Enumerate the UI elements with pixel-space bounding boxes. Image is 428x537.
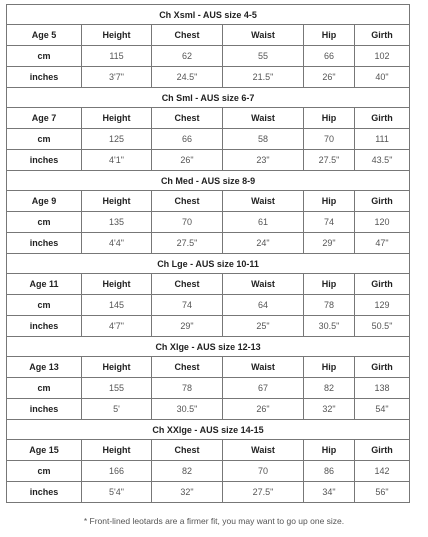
measurement-cell: 142 bbox=[355, 461, 410, 482]
inches-row bbox=[7, 150, 410, 171]
section-title: Ch Med - AUS size 8-9 bbox=[7, 171, 410, 191]
measurement-cell: 78 bbox=[304, 295, 355, 316]
column-header-waist: Waist bbox=[223, 108, 304, 129]
measurement-cell: 25" bbox=[223, 316, 304, 337]
column-header-girth: Girth bbox=[355, 357, 410, 378]
column-header-height: Height bbox=[82, 440, 152, 461]
measurement-cell: 50.5" bbox=[355, 316, 410, 337]
cm-row bbox=[7, 212, 410, 233]
measurement-cell: 26" bbox=[223, 399, 304, 420]
header-row bbox=[7, 357, 410, 378]
section-title: Ch Xlge - AUS size 12-13 bbox=[7, 337, 410, 357]
measurement-cell: 70 bbox=[304, 129, 355, 150]
section-title-row bbox=[7, 254, 410, 274]
measurement-cell: 4'1" bbox=[82, 150, 152, 171]
column-header-waist: Waist bbox=[223, 274, 304, 295]
column-header-chest: Chest bbox=[152, 25, 223, 46]
measurement-cell: 64 bbox=[223, 295, 304, 316]
section-title-row bbox=[7, 420, 410, 440]
measurement-cell: 58 bbox=[223, 129, 304, 150]
size-chart-body bbox=[7, 5, 410, 503]
header-row bbox=[7, 25, 410, 46]
cm-row bbox=[7, 129, 410, 150]
inches-row bbox=[7, 67, 410, 88]
cm-label: cm bbox=[7, 461, 82, 482]
measurement-cell: 32" bbox=[304, 399, 355, 420]
header-row bbox=[7, 108, 410, 129]
header-row bbox=[7, 440, 410, 461]
measurement-cell: 67 bbox=[223, 378, 304, 399]
measurement-cell: 4'7" bbox=[82, 316, 152, 337]
measurement-cell: 27.5" bbox=[152, 233, 223, 254]
inches-row bbox=[7, 233, 410, 254]
measurement-cell: 70 bbox=[152, 212, 223, 233]
column-header-waist: Waist bbox=[223, 191, 304, 212]
column-header-hip: Hip bbox=[304, 191, 355, 212]
column-header-height: Height bbox=[82, 191, 152, 212]
column-header-height: Height bbox=[82, 108, 152, 129]
column-header-height: Height bbox=[82, 25, 152, 46]
cm-label: cm bbox=[7, 212, 82, 233]
measurement-cell: 66 bbox=[152, 129, 223, 150]
measurement-cell: 32" bbox=[152, 482, 223, 503]
measurement-cell: 135 bbox=[82, 212, 152, 233]
measurement-cell: 5'4" bbox=[82, 482, 152, 503]
measurement-cell: 82 bbox=[152, 461, 223, 482]
measurement-cell: 155 bbox=[82, 378, 152, 399]
measurement-cell: 34" bbox=[304, 482, 355, 503]
column-header-hip: Hip bbox=[304, 108, 355, 129]
column-header-girth: Girth bbox=[355, 108, 410, 129]
inches-label: inches bbox=[7, 316, 82, 337]
column-header-chest: Chest bbox=[152, 440, 223, 461]
column-header-waist: Waist bbox=[223, 25, 304, 46]
section-title: Ch XXlge - AUS size 14-15 bbox=[7, 420, 410, 440]
section-title-row bbox=[7, 171, 410, 191]
column-header-hip: Hip bbox=[304, 274, 355, 295]
cm-row bbox=[7, 295, 410, 316]
column-header-chest: Chest bbox=[152, 357, 223, 378]
column-header-girth: Girth bbox=[355, 440, 410, 461]
measurement-cell: 27.5" bbox=[304, 150, 355, 171]
measurement-cell: 26" bbox=[304, 67, 355, 88]
measurement-cell: 24" bbox=[223, 233, 304, 254]
column-header-height: Height bbox=[82, 357, 152, 378]
cm-row bbox=[7, 461, 410, 482]
measurement-cell: 55 bbox=[223, 46, 304, 67]
measurement-cell: 30.5" bbox=[304, 316, 355, 337]
measurement-cell: 54" bbox=[355, 399, 410, 420]
column-header-height: Height bbox=[82, 274, 152, 295]
inches-row bbox=[7, 399, 410, 420]
age-label: Age 15 bbox=[7, 440, 82, 461]
age-label: Age 13 bbox=[7, 357, 82, 378]
measurement-cell: 5' bbox=[82, 399, 152, 420]
inches-label: inches bbox=[7, 482, 82, 503]
inches-row bbox=[7, 482, 410, 503]
measurement-cell: 21.5" bbox=[223, 67, 304, 88]
inches-label: inches bbox=[7, 150, 82, 171]
age-label: Age 9 bbox=[7, 191, 82, 212]
measurement-cell: 27.5" bbox=[223, 482, 304, 503]
measurement-cell: 115 bbox=[82, 46, 152, 67]
measurement-cell: 4'4" bbox=[82, 233, 152, 254]
section-title: Ch Sml - AUS size 6-7 bbox=[7, 88, 410, 108]
cm-label: cm bbox=[7, 129, 82, 150]
column-header-girth: Girth bbox=[355, 191, 410, 212]
column-header-chest: Chest bbox=[152, 274, 223, 295]
measurement-cell: 62 bbox=[152, 46, 223, 67]
measurement-cell: 23" bbox=[223, 150, 304, 171]
measurement-cell: 24.5" bbox=[152, 67, 223, 88]
measurement-cell: 74 bbox=[152, 295, 223, 316]
measurement-cell: 61 bbox=[223, 212, 304, 233]
age-label: Age 5 bbox=[7, 25, 82, 46]
measurement-cell: 66 bbox=[304, 46, 355, 67]
measurement-cell: 29" bbox=[304, 233, 355, 254]
column-header-waist: Waist bbox=[223, 357, 304, 378]
cm-row bbox=[7, 46, 410, 67]
measurement-cell: 78 bbox=[152, 378, 223, 399]
inches-label: inches bbox=[7, 233, 82, 254]
measurement-cell: 40" bbox=[355, 67, 410, 88]
measurement-cell: 70 bbox=[223, 461, 304, 482]
measurement-cell: 43.5" bbox=[355, 150, 410, 171]
column-header-chest: Chest bbox=[152, 191, 223, 212]
measurement-cell: 145 bbox=[82, 295, 152, 316]
column-header-hip: Hip bbox=[304, 25, 355, 46]
measurement-cell: 129 bbox=[355, 295, 410, 316]
section-title: Ch Lge - AUS size 10-11 bbox=[7, 254, 410, 274]
measurement-cell: 74 bbox=[304, 212, 355, 233]
cm-label: cm bbox=[7, 46, 82, 67]
age-label: Age 11 bbox=[7, 274, 82, 295]
measurement-cell: 125 bbox=[82, 129, 152, 150]
column-header-hip: Hip bbox=[304, 357, 355, 378]
column-header-girth: Girth bbox=[355, 25, 410, 46]
measurement-cell: 166 bbox=[82, 461, 152, 482]
measurement-cell: 30.5" bbox=[152, 399, 223, 420]
measurement-cell: 47" bbox=[355, 233, 410, 254]
header-row bbox=[7, 191, 410, 212]
measurement-cell: 86 bbox=[304, 461, 355, 482]
measurement-cell: 56" bbox=[355, 482, 410, 503]
section-title: Ch Xsml - AUS size 4-5 bbox=[7, 5, 410, 25]
inches-row bbox=[7, 316, 410, 337]
measurement-cell: 29" bbox=[152, 316, 223, 337]
header-row bbox=[7, 274, 410, 295]
column-header-chest: Chest bbox=[152, 108, 223, 129]
cm-label: cm bbox=[7, 295, 82, 316]
section-title-row bbox=[7, 88, 410, 108]
column-header-hip: Hip bbox=[304, 440, 355, 461]
measurement-cell: 120 bbox=[355, 212, 410, 233]
footnote: * Front-lined leotards are a firmer fit, you may want to go up one size. bbox=[83, 516, 345, 526]
measurement-cell: 26" bbox=[152, 150, 223, 171]
measurement-cell: 3'7" bbox=[82, 67, 152, 88]
measurement-cell: 111 bbox=[355, 129, 410, 150]
cm-row bbox=[7, 378, 410, 399]
measurement-cell: 82 bbox=[304, 378, 355, 399]
column-header-waist: Waist bbox=[223, 440, 304, 461]
inches-label: inches bbox=[7, 399, 82, 420]
section-title-row bbox=[7, 337, 410, 357]
cm-label: cm bbox=[7, 378, 82, 399]
size-chart-table bbox=[6, 4, 410, 503]
inches-label: inches bbox=[7, 67, 82, 88]
measurement-cell: 138 bbox=[355, 378, 410, 399]
measurement-cell: 102 bbox=[355, 46, 410, 67]
section-title-row bbox=[7, 5, 410, 25]
age-label: Age 7 bbox=[7, 108, 82, 129]
column-header-girth: Girth bbox=[355, 274, 410, 295]
